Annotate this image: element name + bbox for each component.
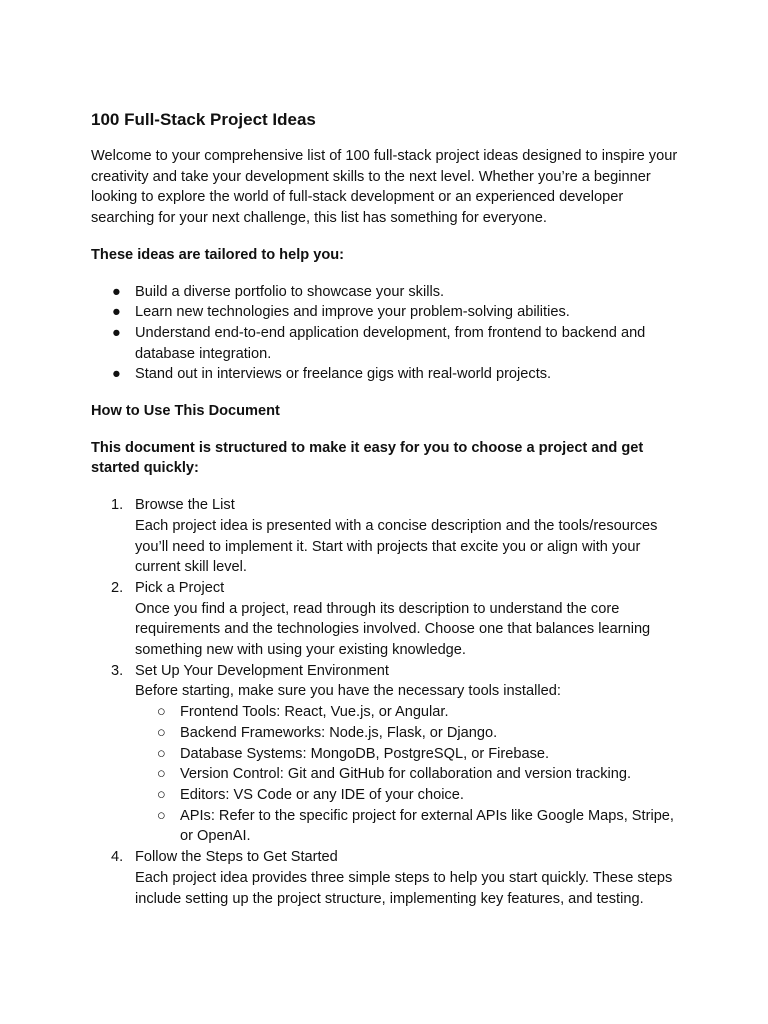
tool-text: Backend Frameworks: Node.js, Flask, or Django. (180, 724, 498, 741)
list-item (91, 364, 681, 385)
benefit-text: Build a diverse portfolio to showcase your skills. (135, 283, 445, 300)
benefit-text: Learn new technologies and improve your problem-solving abilities. (135, 304, 570, 321)
intro-paragraph: Welcome to your comprehensive list of 100 full-stack project ideas designed to inspire your creativity and take your development skills to the next level. Whether you’re a beginner looking to explore the world of full-stack development or an experienced developer searching for your next challenge, this list has something for everyone. (91, 148, 678, 227)
list-item (135, 723, 681, 744)
step-number: 1. (111, 497, 124, 514)
bullet-icon: ● (112, 366, 121, 383)
tool-text: APIs: Refer to the specific project for external APIs like Google Maps, Stripe, or OpenAI. (180, 807, 674, 845)
list-item (91, 323, 681, 364)
step-item (91, 578, 681, 661)
hollow-bullet-icon: ○ (157, 745, 166, 762)
steps-list (91, 495, 681, 909)
step-title: Follow the Steps to Get Started (135, 849, 338, 866)
hollow-bullet-icon: ○ (157, 766, 166, 783)
benefit-text: Understand end-to-end application development, from frontend to backend and database integration. (135, 324, 646, 362)
structured-heading: This document is structured to make it easy for you to choose a project and get started quickly: (91, 439, 644, 477)
document-body (91, 108, 681, 909)
bullet-icon: ● (112, 304, 121, 321)
howto-heading: How to Use This Document (91, 403, 280, 420)
hollow-bullet-icon: ○ (157, 724, 166, 741)
list-item (91, 282, 681, 303)
hollow-bullet-icon: ○ (157, 786, 166, 803)
document-title: 100 Full-Stack Project Ideas (91, 110, 316, 129)
benefits-list (91, 282, 681, 386)
step-description: Once you find a project, read through its description to understand the core requirements and the technologies involved. Choose one that balances learning something new with using your existing knowledge. (135, 600, 651, 659)
step-number: 3. (111, 662, 124, 679)
tools-list (135, 702, 681, 847)
hollow-bullet-icon: ○ (157, 807, 166, 824)
tool-text: Frontend Tools: React, Vue.js, or Angular. (180, 704, 449, 721)
bullet-icon: ● (112, 283, 121, 300)
step-description: Each project idea provides three simple steps to help you start quickly. These steps include setting up the project structure, implementing key features, and testing. (135, 869, 673, 907)
hollow-bullet-icon: ○ (157, 704, 166, 721)
list-item (135, 785, 681, 806)
bullet-icon: ● (112, 324, 121, 341)
step-item (91, 495, 681, 578)
list-item (135, 744, 681, 765)
step-title: Pick a Project (135, 579, 225, 596)
list-item (135, 806, 681, 847)
benefit-text: Stand out in interviews or freelance gigs with real-world projects. (135, 366, 552, 383)
step-description: Before starting, make sure you have the necessary tools installed: (135, 683, 561, 700)
step-item (91, 847, 681, 909)
step-title: Browse the List (135, 497, 235, 514)
step-title: Set Up Your Development Environment (135, 662, 389, 679)
step-number: 4. (111, 849, 124, 866)
step-item (91, 661, 681, 847)
list-item (91, 302, 681, 323)
tool-text: Editors: VS Code or any IDE of your choice. (180, 786, 464, 803)
tool-text: Version Control: Git and GitHub for collaboration and version tracking. (180, 766, 632, 783)
step-number: 2. (111, 579, 124, 596)
step-description: Each project idea is presented with a concise description and the tools/resources you’ll need to implement it. Start with projects that excite you or align with your current skill level. (135, 517, 658, 576)
tailored-heading: These ideas are tailored to help you: (91, 246, 345, 263)
list-item (135, 764, 681, 785)
list-item (135, 702, 681, 723)
tool-text: Database Systems: MongoDB, PostgreSQL, or Firebase. (180, 745, 550, 762)
